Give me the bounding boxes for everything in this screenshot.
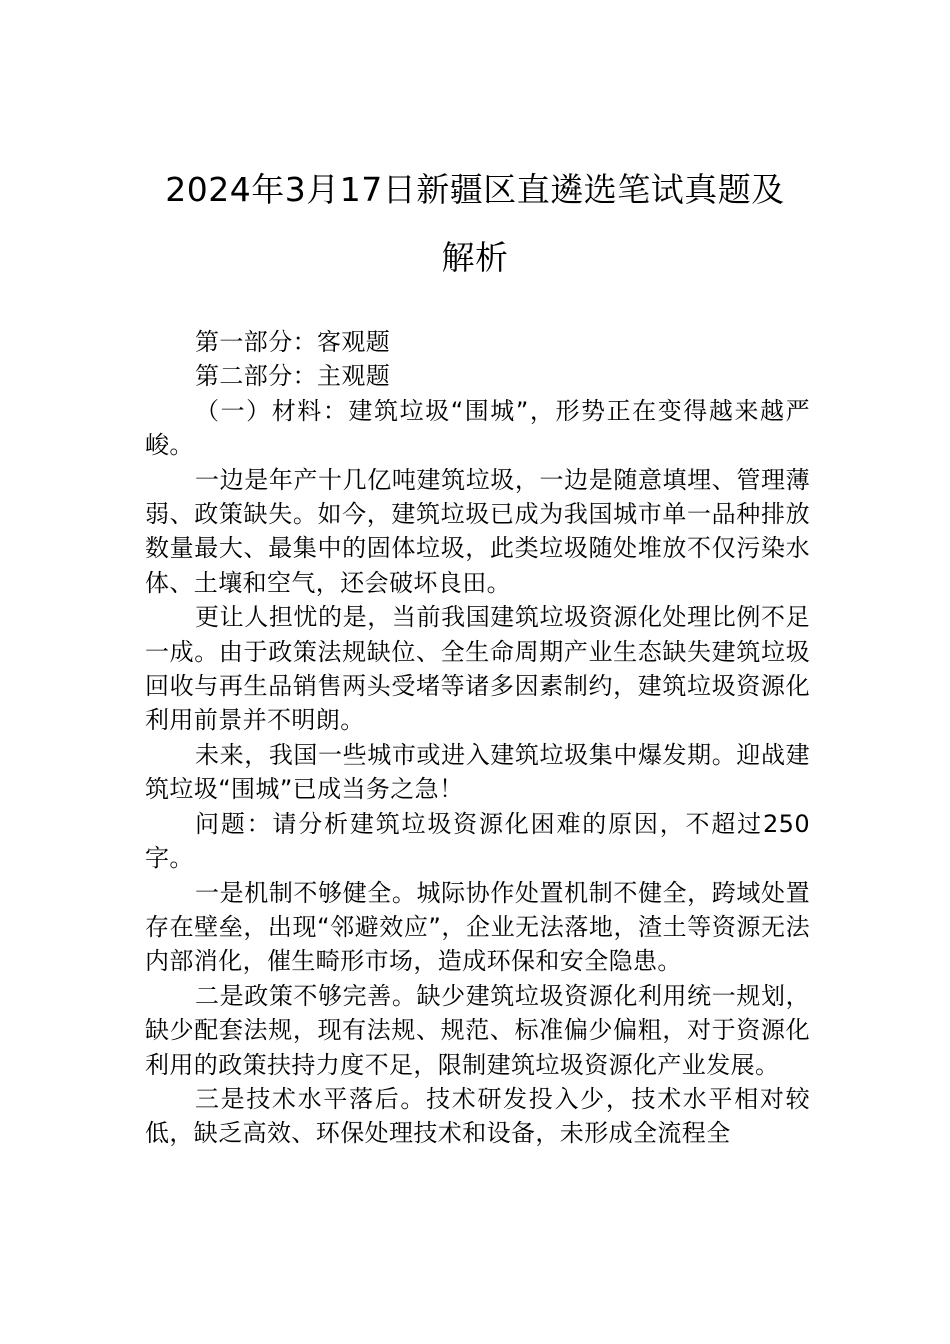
answer-paragraph: 三是技术水平落后。技术研发投入少，技术水平相对较低，缺乏高效、环保处理技术和设备，未形成全流程全 — [145, 1084, 810, 1148]
document-body — [145, 325, 810, 1151]
material-heading: （一）材料：建筑垃圾“围城”，形势正在变得越来越严峻。 — [145, 396, 810, 460]
material-paragraph: 未来，我国一些城市或进入建筑垃圾集中爆发期。迎战建筑垃圾“围城”已成当务之急！ — [145, 740, 810, 804]
answer-paragraph: 一是机制不够健全。城际协作处置机制不健全，跨域处置存在壁垒，出现“邻避效应”，企业无法落地，渣土等资源无法内部消化，催生畸形市场，造成环保和安全隐患。 — [145, 878, 810, 976]
material-paragraph: 更让人担忧的是，当前我国建筑垃圾资源化处理比例不足一成。由于政策法规缺位、全生命周期产业生态缺失建筑垃圾回收与再生品销售两头受堵等诸多因素制约，建筑垃圾资源化利用前景并不明朗。 — [145, 603, 810, 735]
document-title-line-2: 解析 — [441, 238, 509, 277]
answer-paragraph: 二是政策不够完善。缺少建筑垃圾资源化利用统一规划，缺少配套法规，现有法规、规范、标准偏少偏粗，对于资源化利用的政策扶持力度不足，限制建筑垃圾资源化产业发展。 — [145, 981, 810, 1079]
section-heading-subjective: 第二部分：主观题 — [195, 362, 391, 391]
document-title-line-1: 2024年3月17日新疆区直遴选笔试真题及 — [165, 170, 785, 209]
question-paragraph: 问题：请分析建筑垃圾资源化困难的原因，不超过250字。 — [145, 809, 810, 873]
material-paragraph: 一边是年产十几亿吨建筑垃圾，一边是随意填埋、管理薄弱、政策缺失。如今，建筑垃圾已成为我国城市单一品种排放数量最大、最集中的固体垃圾，此类垃圾随处堆放不仅污染水体、土壤和空气，还会破坏良田。 — [145, 465, 810, 597]
section-heading-objective: 第一部分：客观题 — [195, 328, 391, 356]
